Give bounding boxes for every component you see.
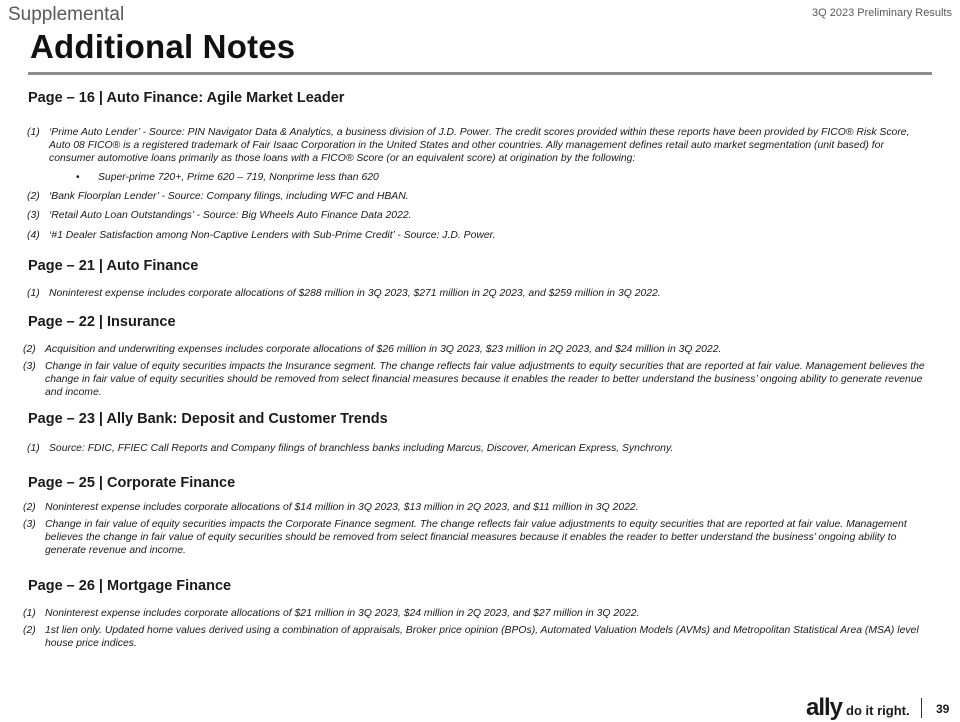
note-item [27,442,927,455]
note-number: (3) [23,519,36,530]
note-number: (3) [23,361,36,372]
note-number: (4) [27,230,40,241]
note-text: Noninterest expense includes corporate allocations of $14 million in 3Q 2023, $13 million in 2Q 2023, and $11 million in 3Q 2022. [45,502,639,513]
note-number: (1) [27,443,40,454]
note-item [27,209,927,222]
note-text: ‘Bank Floorplan Lender’ - Source: Company filings, including WFC and HBAN. [49,191,409,202]
note-number: (2) [23,344,36,355]
bullet-dot: • [76,172,80,183]
note-number: (1) [23,608,36,619]
section-title-page-26: Page – 26 | Mortgage Finance [28,578,232,594]
note-item [23,624,928,650]
note-text: Change in fair value of equity securities impacts the Corporate Finance segment. The change reflects fair value adjustments to equity securities that are reported at fair value. Management believes the change in fair value of equity securities should be removed from select financial measures because it enables the reader to better understand the business’ ongoing ability to generate revenue and income. [45,519,907,556]
note-number: (1) [27,127,40,138]
section-label: Supplemental [8,4,125,25]
note-number: (2) [23,625,36,636]
note-number: (1) [27,288,40,299]
note-item [27,190,927,203]
section-title-page-23: Page – 23 | Ally Bank: Deposit and Customer Trends [28,411,388,427]
section-title-page-25: Page – 25 | Corporate Finance [28,475,236,491]
note-item [23,607,928,620]
note-item [27,287,927,300]
note-item [23,518,928,557]
note-item [27,229,927,242]
note-text: Noninterest expense includes corporate allocations of $288 million in 3Q 2023, $271 million in 2Q 2023, and $259 million in 3Q 2022. [49,288,661,299]
title-divider [28,72,932,75]
note-text: Source: FDIC, FFIEC Call Reports and Company filings of branchless banks including Marcus, Discover, American Express, Synchrony. [49,443,674,454]
section-title-page-22: Page – 22 | Insurance [28,314,176,330]
note-item [23,343,928,356]
report-label: 3Q 2023 Preliminary Results [811,7,952,19]
note-number: (2) [23,502,36,513]
note-text: ‘Retail Auto Loan Outstandings’ - Source: Big Wheels Auto Finance Data 2022. [49,210,412,221]
note-item [23,360,928,399]
note-text: Acquisition and underwriting expenses includes corporate allocations of $26 million in 3Q 2023, $23 million in 2Q 2023, and $24 million in 3Q 2022. [45,344,722,355]
section-title-page-16: Page – 16 | Auto Finance: Agile Market Leader [28,90,345,106]
note-text: Change in fair value of equity securities impacts the Insurance segment. The change reflects fair value adjustments to equity securities that are reported at fair value. Management believes the change in fair value of equity securities should be removed from select financial measures because it enables the reader to better understand the business’ ongoing ability to generate revenue and income. [45,361,925,398]
page-title: Additional Notes [30,28,296,65]
note-text: 1st lien only. Updated home values derived using a combination of appraisals, Broker price opinion (BPOs), Automated Valuation Models (AVMs) and Metropolitan Statistical Area (MSA) level house price indices. [45,625,919,649]
note-item [27,126,927,165]
note-text: Noninterest expense includes corporate allocations of $21 million in 3Q 2023, $24 million in 2Q 2023, and $27 million in 3Q 2022. [45,608,640,619]
note-number: (3) [27,210,40,221]
section-title-page-21: Page – 21 | Auto Finance [28,258,199,274]
page-number: 39 [936,702,950,716]
ally-logo [806,694,910,722]
brand-wordmark: ally [806,694,843,721]
note-text: ‘Prime Auto Lender’ - Source: PIN Navigator Data & Analytics, a business division of J.D. Power. The credit scores provided within these reports have been provided by FICO® Risk Score, Auto 08 FICO® is a registered trademark of Fair Isaac Corporation in the United States and other countries. Ally management defines retail auto market segmentation (unit based) for consumer automotive loans primarily as those loans with a FICO® Score (or an equivalent score) at origination by the following: [49,127,910,164]
brand-tagline: do it right. [846,703,910,718]
footer-divider [921,698,922,718]
note-item [23,501,928,514]
bullet-text: Super-prime 720+, Prime 620 – 719, Nonprime less than 620 [98,172,379,183]
note-text: ‘#1 Dealer Satisfaction among Non-Captive Lenders with Sub-Prime Credit’ - Source: J.D. Power. [49,230,496,241]
note-number: (2) [27,191,40,202]
